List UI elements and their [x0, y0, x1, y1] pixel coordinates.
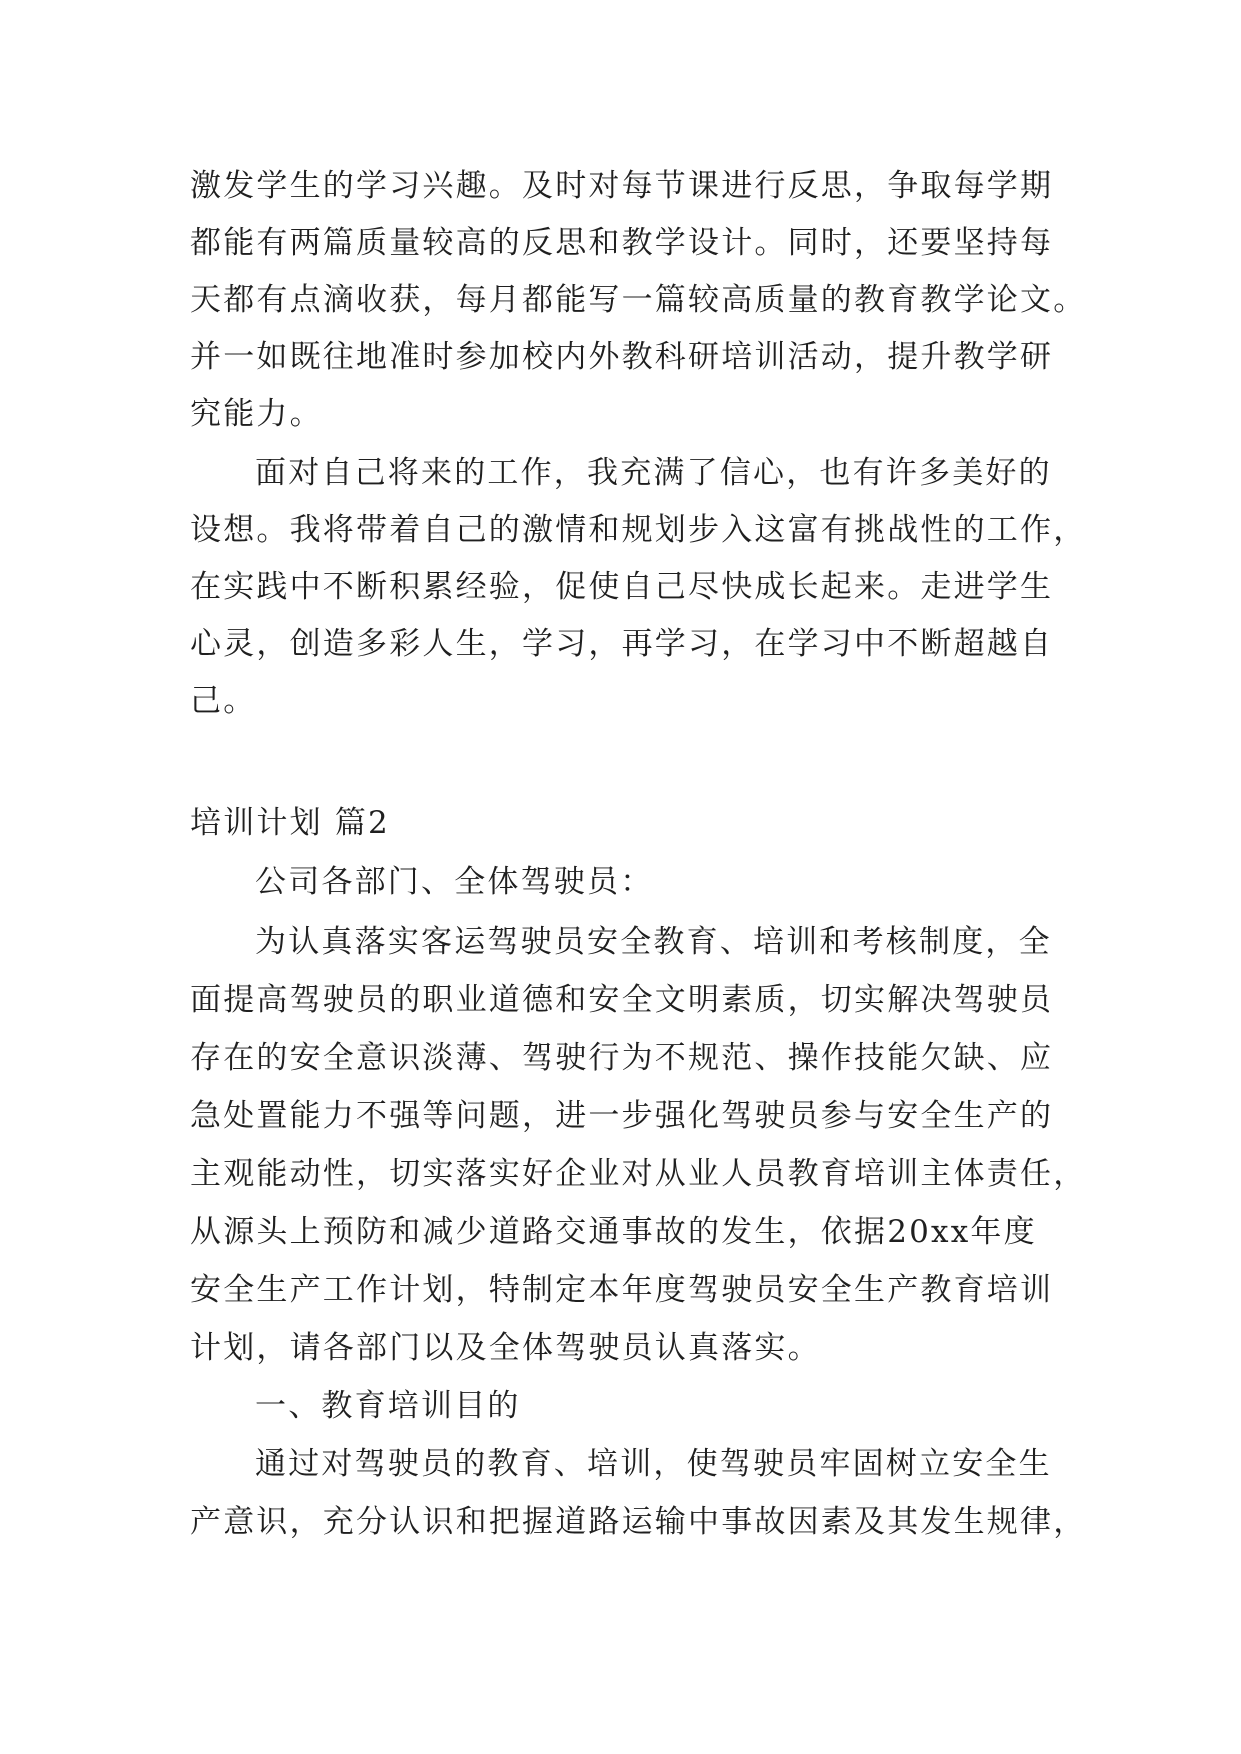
body-text-line: 都能有两篇质量较高的反思和教学设计。同时，还要坚持每	[190, 225, 1054, 261]
body-text-line: 究能力。	[190, 396, 323, 432]
body-text-line: 面提高驾驶员的职业道德和安全文明素质，切实解决驾驶员	[190, 982, 1054, 1018]
section-heading: 培训计划 篇2	[190, 805, 390, 841]
body-text-line: 主观能动性，切实落实好企业对从业人员教育培训主体责任，	[190, 1156, 1087, 1192]
subsection-heading: 一、教育培训目的	[255, 1388, 521, 1424]
body-text-line: 己。	[190, 683, 257, 719]
paragraph-first-line: 面对自己将来的工作，我充满了信心，也有许多美好的	[255, 455, 1052, 491]
body-text-line: 计划，请各部门以及全体驾驶员认真落实。	[190, 1330, 821, 1366]
paragraph-first-line: 通过对驾驶员的教育、培训，使驾驶员牢固树立安全生	[255, 1446, 1052, 1482]
paragraph-first-line: 为认真落实客运驾驶员安全教育、培训和考核制度，全	[255, 924, 1052, 960]
body-text-line: 存在的安全意识淡薄、驾驶行为不规范、操作技能欠缺、应	[190, 1040, 1054, 1076]
body-text-line: 产意识，充分认识和把握道路运输中事故因素及其发生规律，	[190, 1504, 1087, 1540]
body-text-line: 安全生产工作计划，特制定本年度驾驶员安全生产教育培训	[190, 1272, 1054, 1308]
salutation: 公司各部门、全体驾驶员：	[255, 864, 654, 900]
body-text-line: 激发学生的学习兴趣。及时对每节课进行反思，争取每学期	[190, 168, 1054, 204]
body-text-line: 设想。我将带着自己的激情和规划步入这富有挑战性的工作，	[190, 512, 1087, 548]
body-text-line: 天都有点滴收获，每月都能写一篇较高质量的教育教学论文。	[190, 282, 1087, 318]
body-text-line: 从源头上预防和减少道路交通事故的发生，依据20xx年度	[190, 1214, 1037, 1250]
body-text-line: 急处置能力不强等问题，进一步强化驾驶员参与安全生产的	[190, 1098, 1054, 1134]
body-text-line: 心灵，创造多彩人生，学习，再学习，在学习中不断超越自	[190, 626, 1054, 662]
body-text-line: 在实践中不断积累经验，促使自己尽快成长起来。走进学生	[190, 569, 1054, 605]
body-text-line: 并一如既往地准时参加校内外教科研培训活动，提升教学研	[190, 339, 1054, 375]
